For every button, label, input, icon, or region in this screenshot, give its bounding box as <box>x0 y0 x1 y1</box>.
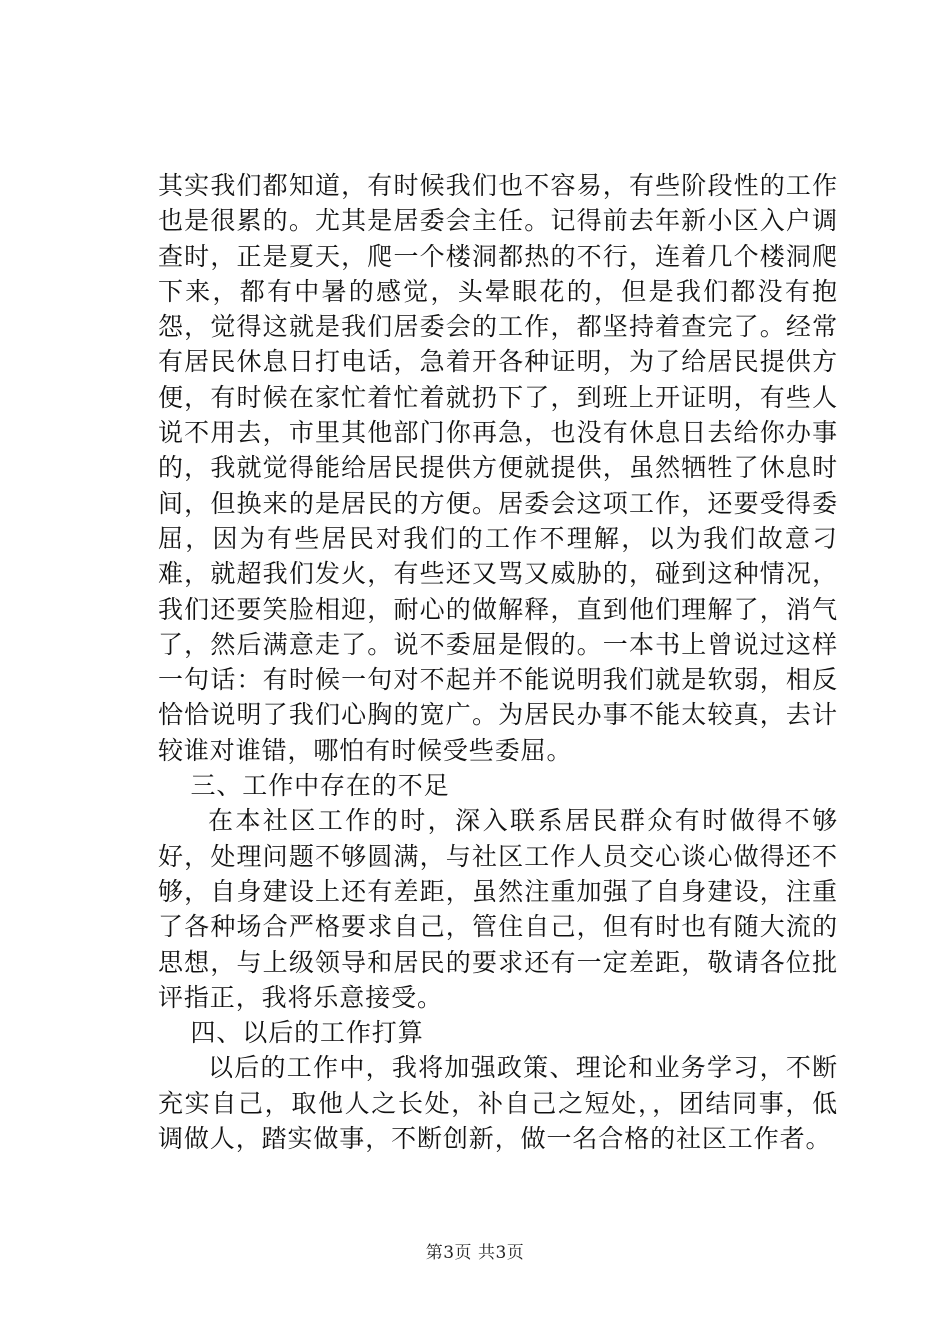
paragraph-future-plans: 以后的工作中，我将加强政策、理论和业务学习，不断充实自己，取他人之长处，补自己之短处，，团结同事，低调做人，踏实做事，不断创新，做一名合格的社区工作者。 <box>158 1053 838 1154</box>
page-number-footer: 第3页 共3页 <box>425 1243 525 1263</box>
paragraph-experience: 其实我们都知道，有时候我们也不容易，有些阶段性的工作也是很累的。尤其是居委会主任。记得前去年新小区入户调查时，正是夏天，爬一个楼洞都热的不行，连着几个楼洞爬下来，都有中暑的感觉，头晕眼花的，但是我们都没有抱怨，觉得这就是我们居委会的工作，都坚持着查完了。经常有居民休息日打电话，急着开各种证明，为了给居民提供方便，有时候在家忙着忙着就扔下了，到班上开证明，有些人说不用去，市里其他部门你再急，也没有休息日去给你办事的，我就觉得能给居民提供方便就提供，虽然牺牲了休息时间，但换来的是居民的方便。居委会这项工作，还要受得委屈，因为有些居民对我们的工作不理解，以为我们故意刁难，就超我们发火，有些还又骂又威胁的，碰到这种情况，我们还要笑脸相迎，耐心的做解释，直到他们理解了，消气了，然后满意走了。说不委屈是假的。一本书上曾说过这样一句话：有时候一句对不起并不能说明我们就是软弱，相反恰恰说明了我们心胸的宽广。为居民办事不能太较真，去计较谁对谁错，哪怕有时候受些委屈。 <box>158 171 838 765</box>
document-body <box>158 168 838 1156</box>
section-heading-future-plans: 四、以后的工作打算 <box>190 1018 424 1048</box>
section-heading-shortcomings: 三、工作中存在的不足 <box>190 771 450 801</box>
paragraph-shortcomings: 在本社区工作的时，深入联系居民群众有时做得不够好，处理问题不够圆满，与社区工作人员交心谈心做得还不够，自身建设上还有差距，虽然注重加强了自身建设，注重了各种场合严格要求自己，管住自己，但有时也有随大流的思想，与上级领导和居民的要求还有一定差距，敬请各位批评指正，我将乐意接受。 <box>158 806 838 1012</box>
